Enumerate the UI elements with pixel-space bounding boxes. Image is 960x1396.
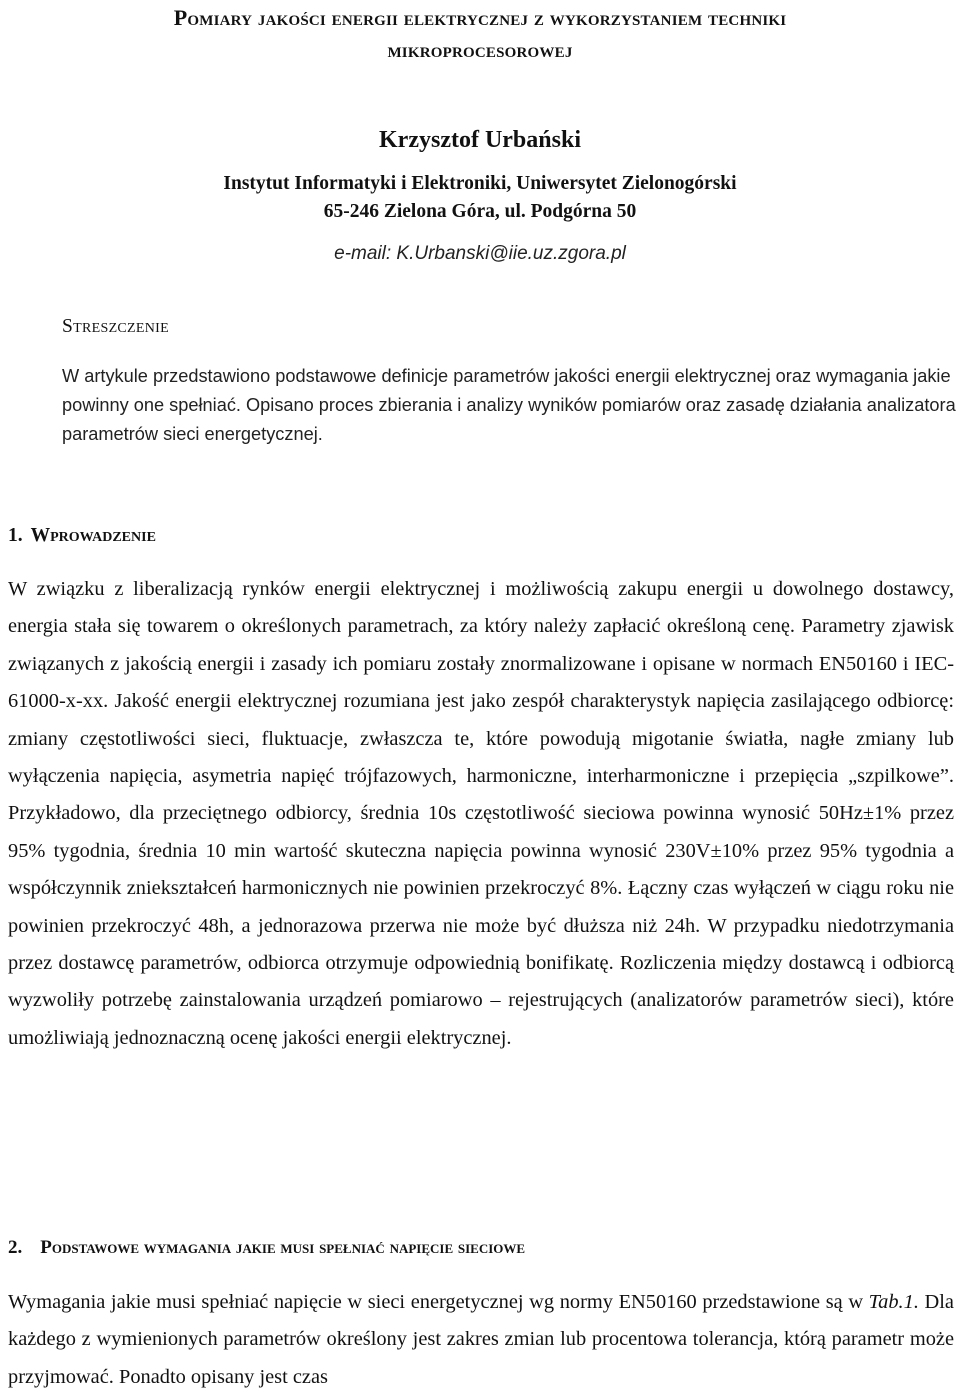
section-1-number: 1. [8,525,23,546]
affiliation [0,170,960,226]
abstract-heading: Streszczenie [62,316,169,337]
section-2-text-before: Wymagania jakie musi spełniać napięcie w sieci energetycznej wg normy EN50160 przedstawione są w [8,1291,869,1313]
section-2-body [8,1284,954,1396]
postal-address: 65-246 Zielona Góra, ul. Podgórna 50 [323,201,637,222]
author-email: e-mail: K.Urbanski@iie.uz.zgora.pl [334,243,626,264]
section-1-heading [8,522,156,550]
title-line-2: mikroprocesorowej [387,37,573,62]
section-2-heading [8,1234,525,1262]
section-1-body: W związku z liberalizacją rynków energii elektrycznej i możliwością zakupu energii u dowolnego dostawcy, energia stała się towarem o określonych parametrach, za który należy zapłacić określoną cenę. Parametry zjawisk związanych z jakością energii i zasady ich pomiaru zostały znormalizowane i opisane w normach EN50160 i IEC-61000-x-xx. Jakość energii elektrycznej rozumiana jest jako zespół charakterystyk napięcia zasilającego odbiorcę: zmiany częstotliwości sieci, fluktuacje, zwłaszcza te, które powodują migotanie światła, nagłe zmiany lub wyłączenia napięcia, asymetria napięć trójfazowych, harmoniczne, interharmoniczne i przepięcia „szpilkowe”. Przykładowo, dla przeciętnego odbiorcy, średnia 10s częstotliwość sieciowa powinna wynosić 50Hz±1% przez 95% tygodnia, średnia 10 min wartość skuteczna napięcia powinna wynosić 230V±10% przez 95% tygodnia a współczynnik zniekształceń harmonicznych nie powinien przekroczyć 8%. Łączny czas wyłączeń w ciągu roku nie powinien przekroczyć 48h, a jednorazowa przerwa nie może być dłuższa niż 24h. W przypadku niedotrzymania przez dostawcę parametrów, odbiorca otrzymuje odpowiednią bonifikatę. Rozliczenia między dostawcą i odbiorcą wyzwoliły potrzebę zainstalowania urządzeń pomiarowo – rejestrujących (analizatorów parametrów sieci), które umożliwiają jednoznaczną ocenę jakości energii elektrycznej. [8,578,954,1049]
section-2-text-after: Dla każdego z wymienionych parametrów określony jest zakres zmian lub procentowa tolerancja, którą parametr może przyjmować. Ponadto opisany jest czas [8,1291,954,1388]
section-2-number: 2. [8,1237,23,1258]
author-name: Krzysztof Urbański [379,127,581,153]
title-line-1: Pomiary jakości energii elektrycznej z wykorzystaniem techniki [173,5,787,30]
table-reference: Tab.1. [868,1291,919,1313]
section-2-title: Podstawowe wymagania jakie musi spełniać napięcie sieciowe [40,1237,526,1258]
paper-title [0,2,960,66]
institute-name: Instytut Informatyki i Elektroniki, Uniwersytet Zielonogórski [223,173,737,194]
section-1-title: Wprowadzenie [30,525,156,546]
abstract-text: W artykule przedstawiono podstawowe definicje parametrów jakości energii elektrycznej oraz wymagania jakie powinny one spełniać. Opisano proces zbierania i analizy wyników pomiarów oraz zasadę działania analizatora parametrów sieci energetycznej. [62,366,956,444]
